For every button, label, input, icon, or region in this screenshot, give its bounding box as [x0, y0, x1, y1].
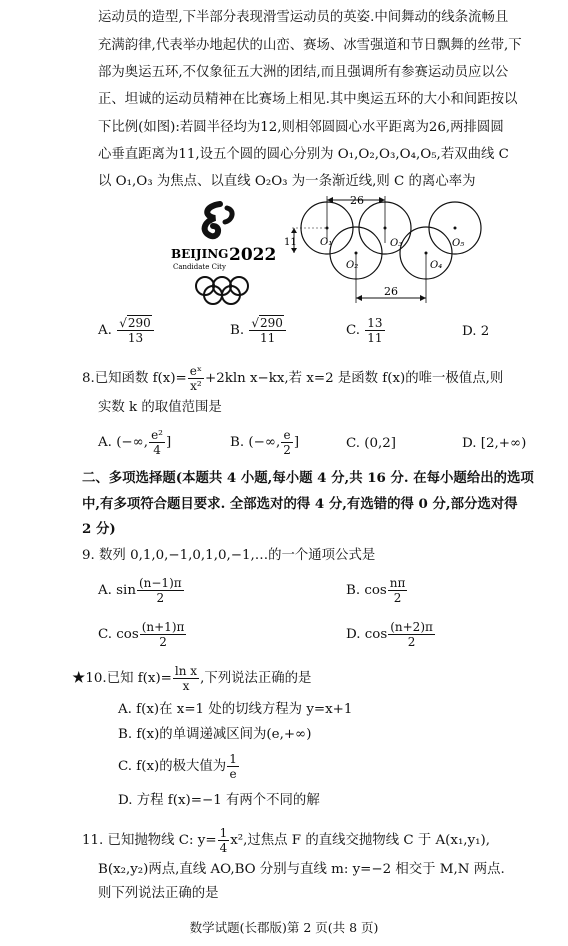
q9-b-pre: B. cos [346, 583, 387, 598]
label-o2: O₂ [346, 260, 359, 271]
q7-a-num: 290 [127, 316, 151, 330]
q10-option-d: D. 方程 f(x)=−1 有两个不同的解 [118, 793, 320, 808]
beijing-2022-logo [165, 196, 285, 306]
q8-b-frac [281, 428, 293, 457]
q8-b-post: ] [293, 435, 300, 450]
q9-b-d: 2 [393, 591, 402, 605]
q8-b-pre: (−∞, [248, 435, 281, 450]
q7-a-frac: $\frac{√290}{13}$ [117, 316, 154, 345]
intro-line-5: 下比例(如图):若圆半径均为12,则相邻圆圆心水平距离为26,两排圆圆 [98, 120, 504, 135]
q11-frac [218, 826, 230, 855]
q9-d-frac [388, 620, 435, 649]
q8-a-d: 4 [153, 443, 161, 457]
q7-c-frac [365, 316, 384, 345]
section2-line1: 二、多项选择题(本题共 4 小题,每小题 4 分,共 16 分. 在每小题给出的选项 [82, 470, 534, 486]
q7-option-d [462, 322, 489, 342]
intro-line-3: 部为奥运五环,不仅象征五大洲的团结,而且强调所有参赛运动员应以公 [98, 65, 509, 80]
q9-stem: 9. 数列 0,1,0,−1,0,1,0,−1,…的一个通项公式是 [82, 548, 376, 563]
q9-b-n: nπ [389, 576, 406, 590]
page-footer: 数学试题(长郡版)第 2 页(共 8 页) [189, 920, 379, 935]
logo-year: 2022 [229, 245, 277, 265]
q7-d-text: 2 [480, 324, 490, 339]
q10-star: ★10. [72, 671, 107, 686]
q8-a-letter: A. [98, 435, 112, 450]
q10-d: x [182, 679, 190, 693]
q8-frac-n: eˣ [189, 364, 202, 378]
q10-stem [72, 664, 311, 693]
q8-a-pre: (−∞, [116, 435, 149, 450]
q9-c-d: 2 [159, 635, 167, 649]
q11-stem-line1 [82, 826, 490, 855]
q7-option-c [346, 316, 386, 345]
q11-line1-b: x²,过焦点 F 的直线交抛物线 C 于 A(x₁,y₁), [230, 833, 490, 848]
q9-d-pre: D. cos [346, 627, 388, 642]
section2-line2: 中,有多项符合题目要求. 全部选对的得 4 分,有选错的得 0 分,部分选对得 [82, 496, 518, 512]
q8-stem-line1 [82, 364, 503, 393]
q8-option-c: C. (0,2] [346, 436, 397, 451]
q7-a-den: 13 [127, 331, 144, 345]
q10-c-frac [227, 752, 239, 781]
vert-dim-label: 11 [284, 237, 297, 248]
q7-b-letter: B. [230, 323, 245, 338]
q8-option-a [98, 428, 171, 457]
q7-b-den: 11 [260, 331, 276, 345]
q10-c-d: e [229, 767, 237, 781]
top-dim-label: 26 [350, 194, 364, 207]
intro-line-4: 正、坦诚的运动员精神在比赛场上相见.其中奥运五环的大小和间距按以 [98, 92, 518, 107]
intro-line-6: 心垂直距离为11,设五个圆的圆心分别为 O₁,O₂,O₃,O₄,O₅,若双曲线 C [98, 147, 509, 162]
q7-c-den: 11 [367, 331, 383, 345]
q8-option-d: D. [2,+∞) [462, 436, 527, 451]
q10-stem-a: 已知 f(x)= [106, 671, 172, 686]
q7-c-letter: C. [346, 323, 361, 338]
q9-a-d: 2 [156, 591, 165, 605]
q9-a-frac [137, 576, 184, 605]
q8-line1-a: 已知函数 f(x)= [94, 371, 187, 386]
q9-option-c [98, 620, 187, 649]
intro-line-1: 运动员的造型,下半部分表现滑雪运动员的英姿.中间舞动的线条流畅且 [98, 10, 509, 25]
q7-b-frac: $\frac{√290}{11}$ [249, 316, 286, 345]
q11-line1-a: 11. 已知抛物线 C: y= [82, 833, 217, 848]
q9-c-frac [140, 620, 187, 649]
q8-a-post: ] [165, 435, 172, 450]
q11-stem-line3: 则下列说法正确的是 [98, 886, 219, 901]
q7-d-letter: D. [462, 324, 477, 339]
q10-option-c [118, 752, 240, 781]
q8-stem-line2: 实数 k 的取值范围是 [98, 400, 222, 415]
label-o3: O₃ [390, 238, 403, 249]
q10-stem-b: ,下列说法正确的是 [200, 671, 312, 686]
q9-a-n: (n−1)π [138, 576, 182, 590]
q10-n: ln x [174, 664, 198, 678]
label-o5: O₅ [452, 238, 465, 249]
q10-c-pre: C. f(x)的极大值为 [118, 759, 227, 774]
q10-frac [173, 664, 199, 693]
q11-n: 1 [219, 826, 228, 840]
q7-option-a [98, 316, 155, 345]
q9-option-a [98, 576, 185, 605]
label-o4: O₄ [430, 260, 443, 271]
q8-option-b [230, 428, 299, 457]
q8-a-frac [149, 428, 165, 457]
q9-b-frac [388, 576, 408, 605]
q9-option-b [346, 576, 408, 605]
q7-option-b [230, 316, 287, 345]
logo-beijing: BEIJING [171, 247, 229, 261]
q7-a-letter: A. [98, 323, 112, 338]
q9-d-d: 2 [407, 635, 416, 649]
q10-option-a: A. f(x)在 x=1 处的切线方程为 y=x+1 [118, 702, 353, 717]
bottom-dim-label: 26 [384, 285, 398, 298]
q8-frac-d: x² [190, 379, 202, 393]
q8-b-n: e [281, 428, 293, 443]
q8-a-n: e² [151, 428, 163, 442]
q9-d-n: (n+2)π [390, 620, 433, 634]
q8-num: 8. [82, 371, 95, 386]
q8-b-letter: B. [230, 435, 245, 450]
q8-frac [188, 364, 204, 393]
q7-b-num: 290 [260, 316, 283, 330]
q8-b-d: 2 [283, 443, 291, 457]
q7-c-num: 13 [367, 316, 383, 330]
q9-c-n: (n+1)π [141, 620, 185, 634]
q9-c-pre: C. cos [98, 627, 139, 642]
q10-option-b: B. f(x)的单调递减区间为(e,+∞) [118, 727, 312, 742]
rings-diagram [280, 188, 500, 313]
q11-stem-line2: B(x₂,y₂)两点,直线 AO,BO 分别与直线 m: y=−2 相交于 M,N 两点. [98, 862, 505, 877]
q9-a-pre: A. sin [98, 583, 136, 598]
q11-d: 4 [219, 841, 228, 855]
intro-line-7: 以 O₁,O₃ 为焦点、以直线 O₂O₃ 为一条渐近线,则 C 的离心率为 [98, 174, 476, 189]
q10-c-n: 1 [229, 752, 237, 766]
intro-line-2: 充满韵律,代表举办地起伏的山峦、赛场、冰雪强道和节日飘舞的丝带,下 [98, 38, 522, 53]
label-o1: O₁ [320, 237, 333, 248]
q9-option-d [346, 620, 436, 649]
section2-line3: 2 分) [82, 521, 116, 537]
logo-candidate: Candidate City [173, 263, 226, 271]
q8-line1-b: +2kln x−kx,若 x=2 是函数 f(x)的唯一极值点,则 [204, 371, 504, 386]
